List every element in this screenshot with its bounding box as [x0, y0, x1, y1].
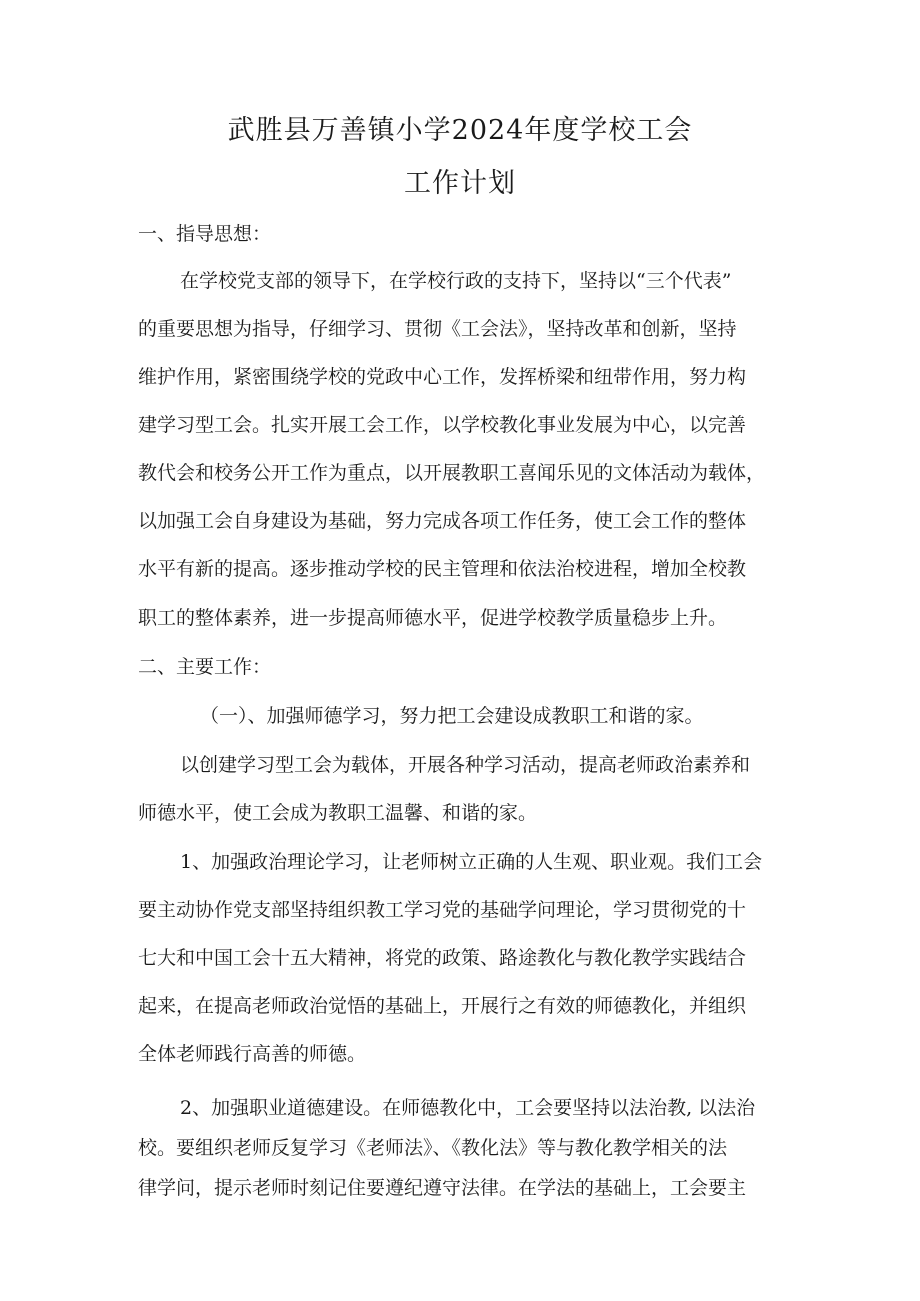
paragraph-line: 维护作用，紧密围绕学校的党政中心工作，发挥桥梁和纽带作用，努力构 [138, 366, 747, 388]
paragraph-line: 水平有新的提高。逐步推动学校的民主管理和依法治校进程，增加全校教 [138, 558, 747, 580]
paragraph-line: 1、加强政治理论学习，让老师树立正确的人生观、职业观。我们工会 [180, 851, 763, 873]
paragraph-line: 以创建学习型工会为载体，开展各种学习活动，提高老师政治素养和 [180, 754, 751, 776]
paragraph-line: 七大和中国工会十五大精神，将党的政策、路途教化与教化教学实践结合 [138, 947, 747, 969]
paragraph-line: 校。要组织老师反复学习《老师法》、《教化法》等与教化教学相关的法 [138, 1137, 728, 1159]
paragraph-line: 要主动协作党支部坚持组织教工学习党的基础学问理论，学习贯彻党的十 [138, 899, 747, 921]
section2-heading: 二、主要工作： [138, 656, 272, 678]
subsection1-heading: （一）、加强师德学习，努力把工会建设成教职工和谐的家。 [200, 705, 704, 727]
paragraph-line: 律学问，提示老师时刻记住要遵纪遵守法律。在学法的基础上，工会要主 [138, 1177, 747, 1199]
paragraph-line: 在学校党支部的领导下，在学校行政的支持下，坚持以“三个代表” [180, 270, 732, 292]
paragraph-line: 职工的整体素养，进一步提高师德水平，促进学校教学质量稳步上升。 [138, 607, 728, 629]
paragraph-line: 全体老师践行高善的师德。 [138, 1043, 367, 1065]
section1-heading: 一、指导思想： [138, 223, 272, 245]
document-title-line2: 工作计划 [404, 168, 516, 199]
paragraph-line: 的重要思想为指导，仔细学习、贯彻《工会法》，坚持改革和创新，坚持 [138, 318, 737, 340]
document-title-line1: 武胜县万善镇小学2024年度学校工会 [227, 115, 693, 146]
paragraph-line: 2、加强职业道德建设。在师德教化中，工会要坚持以法治教, 以法治 [180, 1097, 756, 1119]
paragraph-line: 师德水平，使工会成为教职工温馨、和谐的家。 [138, 802, 538, 824]
paragraph-line: 起来，在提高老师政治觉悟的基础上，开展行之有效的师德教化，并组织 [138, 995, 747, 1017]
paragraph-line: 建学习型工会。扎实开展工会工作，以学校教化事业发展为中心，以完善 [138, 414, 747, 436]
paragraph-line: 教代会和校务公开工作为重点，以开展教职工喜闻乐见的文体活动为载体， [138, 462, 766, 484]
paragraph-line: 以加强工会自身建设为基础，努力完成各项工作任务，使工会工作的整体 [138, 510, 747, 532]
